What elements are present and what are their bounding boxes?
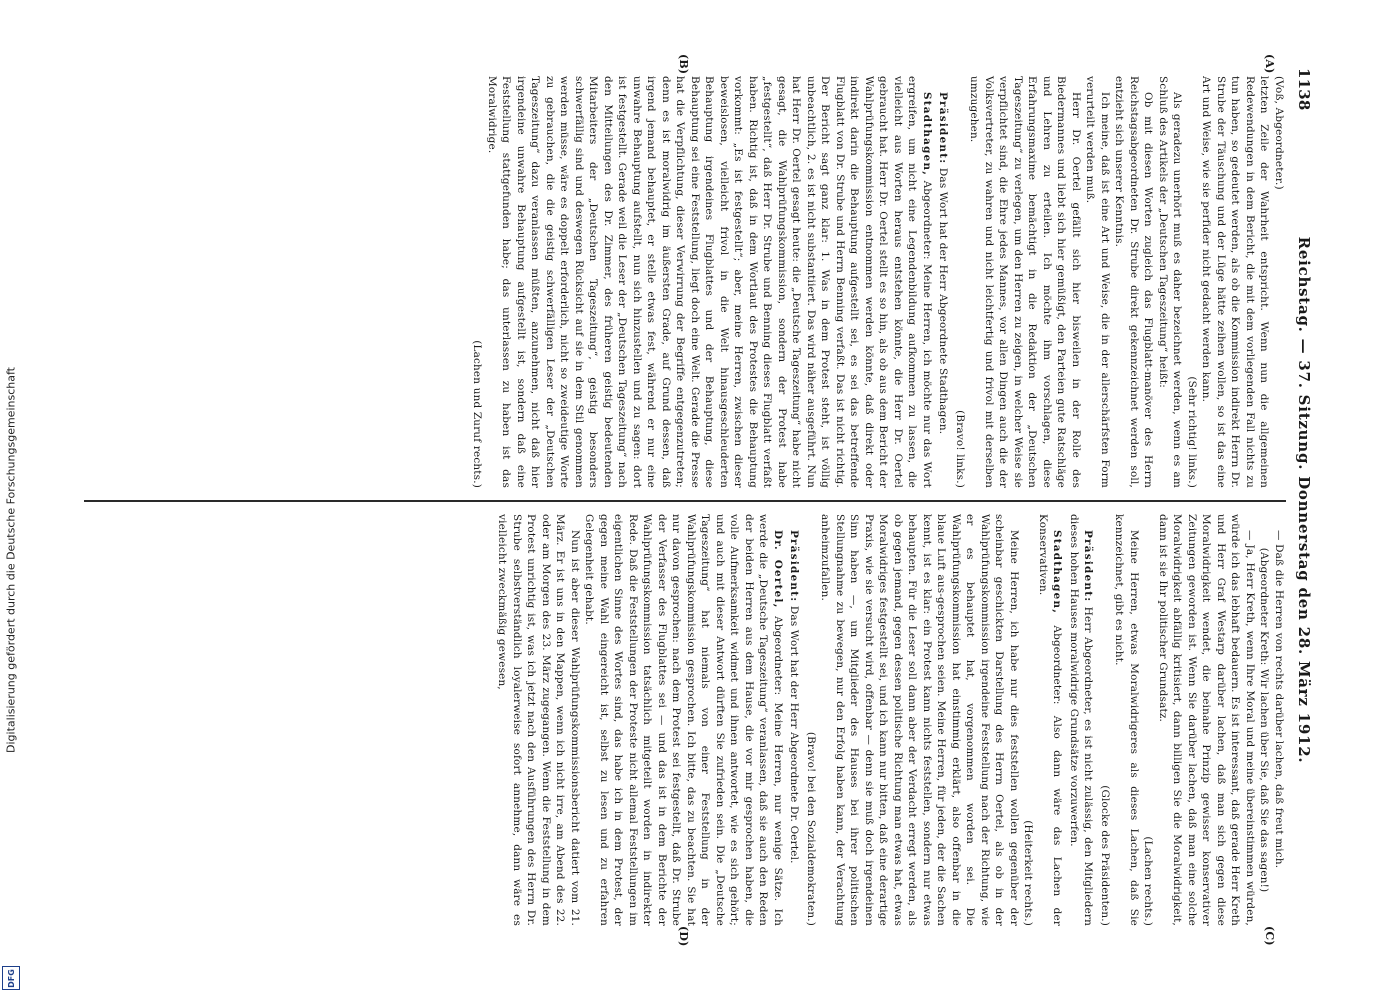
speech-text: Abgeordneter: Also dann wäre das Lachen der Konservativen. bbox=[1037, 514, 1064, 926]
speaker-paragraph bbox=[787, 514, 802, 926]
paragraph: — Daß die Herren von rechts darüber lachen, daß freut mich. bbox=[1273, 530, 1285, 869]
paragraph: Ob mit diesen Worten zugleich das Flugblatt-manöver des Herrn Reichstagsabgeordneten Dr. Strube direkt gekennzeichnet werden soll, entzieht sich unserer Kenntnis. bbox=[1113, 76, 1155, 488]
paragraph: Als geradezu unerhört muß es daher bezeichnet werden, wenn es am Schluß des Artikels der „Deutschen Tageszeitung“ heißt: bbox=[1157, 76, 1184, 488]
speaker-name: Präsident: bbox=[1082, 530, 1095, 603]
speaker-name: Stadthagen, bbox=[921, 92, 933, 177]
interjection: (Bravo! links.) bbox=[954, 410, 966, 488]
funding-sidebar bbox=[0, 0, 22, 1000]
paragraph: Ich meine, daß ist eine Art und Weise, die in der allerschärfsten Form verurteilt werden muß. bbox=[1084, 76, 1111, 488]
page-header bbox=[1290, 68, 1318, 932]
paragraph: (Voß, Abgeordneter.) bbox=[1273, 76, 1285, 190]
interjection: (Glocke des Präsidenten.) bbox=[1099, 785, 1111, 926]
paragraph: — Ja, Herr Kreth, wenn Ihre Moral und meine übereinstimmen würden, würde ich das lebhaft bedauern. Es ist interessant, daß gerade Herr Kreth und Herr Graf Westarp darüber lachen, daß man sich gegen diese Moralwidrigkeit wendet, die beinahe Prinzip gewisser konservativer Zeitungen geworden ist. Wenn Sie darüber lachen, daß man eine solche Moralwidrigkeit abfällig kritisiert, dann billigen Sie die Moralwidrigkeit, dann ist sie Ihr politischer Grundsatz. bbox=[1157, 514, 1256, 926]
paragraph: Herr Dr. Oertel gefällt sich hier bisweilen in der Rolle des Biedermannes und liebt sich hier gemüßigt, den Parteien gute Ratschläge und Lehren zu erteilen. Ich möchte ihm vorschlagen, diese Erfahrungsmaxime bemächtigt in die Redaktion der „Deutschen Tageszeitung“ zu verlegen, um den Herren zu zeigen, in welcher Weise sie verpflichtet sind, die Ehre jedes Mannes, vor allen Dingen auch die der Volksvertreter, zu wahren und nicht leichtfertig und frivol mit derselben umzugehen. bbox=[968, 76, 1082, 488]
margin-marker-d: (D) bbox=[677, 926, 690, 947]
margin-marker-c: (C) bbox=[1263, 926, 1276, 946]
speech-text: Abgeordneter: Meine Herren, nur wenige Sätze. Ich werde die „Deutsche Tageszeitung“ veranlassen, daß sie auch den Reden der beiden Herren aus dem Hause, die vor mir gesprochen haben, die volle Aufmerksamkeit widmet und ihnen antwortet, wie es sich gehört; und auch mit dieser Antwort dürften Sie zufrieden sein. Die „Deutsche Tageszeitung“ hat niemals von einer Feststellung in der Wahlprüfungskommission gesprochen. Ich bitte, das zu beachten. Sie hat nur davon gesprochen: nach dem Protest sei festgestellt, daß Dr. Strube der Verfasser des Flugblattes sei — und das ist in dem Berichte der Wahlprüfungskommission tatsächlich mitgeteilt worden in indirekter Rede. Daß die Feststellungen der Proteste nicht allemal Feststellungen im eigentlichen Sinne des Wortes sind, das habe ich in dem Protest, der gegen meine Wahl eingereicht ist, selbst zu lesen und zu erfahren Gelegenheit gehabt. bbox=[583, 514, 784, 927]
speaker-paragraph bbox=[1036, 514, 1065, 926]
paragraph: letzten Zeile der Wahrheit entspricht. Wenn nun die allgemeinen Redewendungen in dem Bericht, die mit dem vorliegenden Fall nichts zu tun haben, so gedeutet werden, als ob die Kommission indirekt Herrn Dr. Strube der Täuschung und der Lüge hätte zeihen wollen, so ist das eine Art und Weise, wie sie perfider nicht gedacht werden kann. bbox=[1200, 76, 1271, 488]
speaker-paragraph bbox=[485, 76, 935, 488]
interjection: (Bravo! bei den Sozialdemokraten.) bbox=[805, 731, 817, 926]
left-column bbox=[470, 76, 1286, 488]
column-divider bbox=[84, 500, 1286, 502]
speaker-paragraph bbox=[1067, 514, 1096, 926]
speech-text: Herr Abgeordneter, es ist nicht zulässig, den Mitgliedern dieses hohen Hauses moralwidrige Grundsätze vorzuwerfen. bbox=[1068, 514, 1095, 926]
speaker-name: Stadthagen, bbox=[1051, 530, 1064, 615]
interjection: (Lachen rechts.) bbox=[1142, 836, 1155, 926]
speaker-paragraph bbox=[936, 76, 951, 488]
interjection: (Lachen und Zuruf rechts.) bbox=[471, 340, 484, 488]
speaker-paragraph bbox=[582, 514, 785, 926]
interjection: (Heiterkeit rechts.) bbox=[1022, 820, 1035, 926]
paragraph: Meine Herren, ich habe nur dies feststellen wollen gegenüber der scheinbar geschickten Darstellung des Herrn Oertel, als ob in der Wahlprüfungskommission irgendeine Feststellung nach der Richtung, wie er es behauptet hat, vorgenommen worden sei. Die Wahlprüfungskommission hat einstimmig erklärt, also offenbar in die blaue Luft aus-gesprochen seien. Meine Herren, für jeden, der die Sachen kennt, ist es klar: ein Protest kann nichts feststellen, sondern nur etwas behaupten. Für die Leser soll dann aber der Verdacht erregt werden, als ob gegen jemand, gegen dessen politische Richtung man etwas hat, etwas Moralwidriges festgestellt sei, und ich kann nur bitten, daß eine derartige Praxis, wie sie versucht wird, offenbar — denn sie muß doch irgendeinen Sinn haben —, um Mitglieder des Hauses bei ihrer politischen Stellungnahme zu bewegen, nur den Erfolg haben kann, der Verachtung anheimzufallen. bbox=[819, 514, 1020, 926]
speaker-name: Dr. Oertel, bbox=[772, 530, 784, 609]
paragraph: Meine Herren, etwas Moralwidrigeres als dieses Lachen, daß Sie kennzeichnet, gibt es nicht. bbox=[1113, 514, 1140, 926]
margin-marker-b: (B) bbox=[677, 54, 690, 75]
interjection: (Abgeordneter Kreth: Wir lachen über Sie, daß Sie das sagen!) bbox=[1258, 547, 1271, 893]
interjection: (Sehr richtig! links.) bbox=[1186, 376, 1198, 488]
funding-notice: Digitalisierung gefördert durch die Deutsche Forschungsgemeinschaft bbox=[4, 367, 18, 753]
running-title: Reichstag. — 37. Sitzung. Donnerstag den 28. März 1912. bbox=[1295, 236, 1313, 764]
paragraph: Nun ist aber dieser Wahlprüfungskommissionsbericht datiert vom 21. März. Er ist uns in den Mappen, wenn ich nicht irre, am Abend des 22. oder am Morgen des 23. März zugegangen. Wenn die Feststellung in dem Protest unrichtig ist, was ich jetzt nach den Ausführungen des Herrn Dr. Strube selbstverständlich loyalerweise sofort annehme, dann wäre es vielleicht zweckmäßig gewesen, bbox=[496, 514, 581, 926]
dfg-logo bbox=[2, 966, 20, 990]
right-column bbox=[495, 514, 1286, 926]
speaker-name: Präsident: bbox=[937, 92, 950, 165]
scanned-page-frame bbox=[60, 50, 1330, 950]
margin-marker-a: (A) bbox=[1263, 54, 1276, 74]
speech-text: Abgeordneter: Meine Herren, ich möchte nur das Wort ergreifen, um nicht eine Legendenbildung aufkommen zu lassen, die vielleicht aus Worten heraus entstehen könnte, die Herr Dr. Oertel gebraucht hat. Herr Dr. Oertel stellt es so hin, als ob aus dem Bericht der Wahlprüfungskommission entnommen werden könnte, daß direkt oder indirekt darin die Behauptung aufgestellt sei, es sei das betreffende Flugblatt von Dr. Strube und Herrn Benning verfaßt. Das ist nicht richtig. Der Bericht sagt ganz klar: 1. Was in dem Protest steht, ist völlig unbeachtlich, 2. es ist nicht substantiiert. Das wird näher ausgeführt. Nun hat Herr Dr. Oertel gesagt heute: die „Deutsche Tageszeitung“ habe nicht gesagt, die Wahlprüfungskommission, sondern der Protest habe „festgestellt“, daß Herr Dr. Strube und Benning dieses Flugblatt verfaßt haben. Richtig ist, daß in dem Wortlaut des Protestes die Behauptung vorkommt: „Es ist festgestellt“; aber, meine Herren, zwischen dieser beweislosen, vielleicht frivol in die Welt hinausgeschleuderten Behauptung irgendeines Flugblattes und der Behauptung, diese Behauptung sei eine Feststellung, liegt doch eine Welt. Gerade die Presse hat die Verpflichtung, dieser Verwirrung der Begriffe entgegenzutreten; denn es ist moralwidrig im äußersten Grade, auf Grund dessen, daß irgend jemand behauptet, er stelle etwas fest, während er nur eine unwahre Behauptung aufstellt, nun sich hinzustellen und zu sagen: dort ist festgestellt. Gerade weil die Leser der „Deutschen Tageszeitung“ nach den Mitteilungen des Dr. Zimmer, des früheren geistig bedeutenden Mitarbeiters der „Deutschen Tageszeitung“, geistig besonders schwerfällig sind und deswegen Rücksicht auf sie in dem Stil genommen werden müsse, wäre es doppelt erforderlich, nicht so zweideutige Worte zu gebrauchen, die die geistig schwerfälligen Leser der „Deutschen Tageszeitung“ dazu veranlassen müßten, anzunehmen, nicht daß hier irgendeine unwahre Behauptung aufgestellt ist, sondern daß eine Feststellung stattgefunden habe; das unterlassen zu haben ist das Moralwidrige. bbox=[486, 76, 933, 488]
speech-text: Das Wort hat der Herr Abgeordnete Stadthagen. bbox=[937, 164, 950, 435]
dfg-logo-text: DFG bbox=[6, 968, 16, 988]
speech-text: Das Wort hat der Herr Abgeordnete Dr. Oertel. bbox=[788, 602, 801, 864]
speaker-name: Präsident: bbox=[788, 530, 801, 603]
page-number: 1138 bbox=[1295, 68, 1313, 111]
scanned-page bbox=[60, 50, 1330, 950]
